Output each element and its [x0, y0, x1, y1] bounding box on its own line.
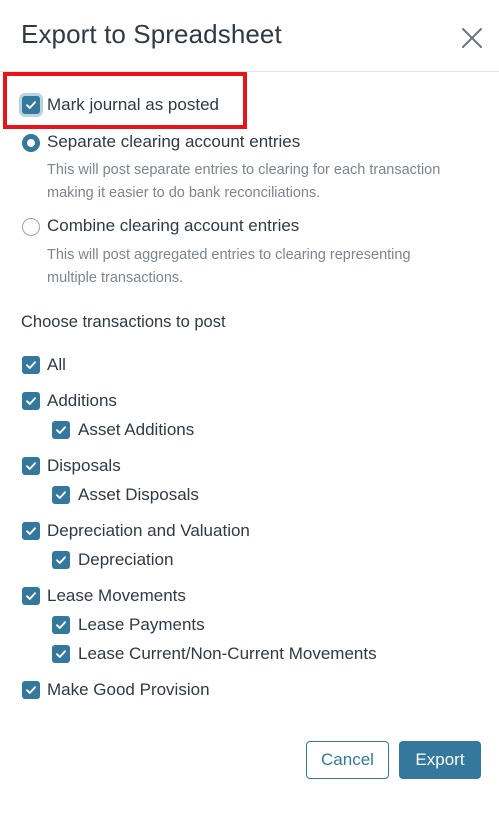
- mark-posted-checkbox[interactable]: [22, 96, 40, 114]
- mark-posted-label: Mark journal as posted: [47, 95, 219, 114]
- lease-current-label: Lease Current/Non-Current Movements: [78, 644, 377, 663]
- cancel-button[interactable]: Cancel: [306, 741, 389, 779]
- additions-label: Additions: [47, 391, 117, 410]
- depreciation-label: Depreciation: [78, 550, 174, 569]
- depreciation-checkbox[interactable]: [52, 551, 70, 569]
- additions-checkbox[interactable]: [22, 392, 40, 410]
- transactions-heading: Choose transactions to post: [21, 313, 226, 331]
- dialog-header: [0, 0, 499, 72]
- export-button[interactable]: Export: [399, 741, 481, 779]
- separate-entries-radio[interactable]: [22, 134, 40, 152]
- depreciation-valuation-checkbox[interactable]: [22, 522, 40, 540]
- check-icon: [25, 525, 37, 537]
- asset-disposals-label: Asset Disposals: [78, 485, 199, 504]
- separate-entries-description: This will post separate entries to clearing for each transaction making it easier to do bank reconciliations.: [47, 162, 441, 201]
- asset-disposals-checkbox[interactable]: [52, 486, 70, 504]
- separate-entries-label: Separate clearing account entries: [47, 132, 301, 151]
- all-checkbox[interactable]: [22, 356, 40, 374]
- close-icon[interactable]: [458, 24, 486, 52]
- check-icon: [25, 590, 37, 602]
- asset-additions-label: Asset Additions: [78, 420, 195, 439]
- make-good-label: Make Good Provision: [47, 680, 210, 699]
- depreciation-valuation-label: Depreciation and Valuation: [47, 521, 250, 540]
- disposals-checkbox[interactable]: [22, 457, 40, 475]
- disposals-label: Disposals: [47, 456, 121, 475]
- combine-entries-radio[interactable]: [22, 218, 40, 236]
- combine-entries-label: Combine clearing account entries: [47, 216, 300, 235]
- combine-entries-description: This will post aggregated entries to clearing representing multiple transactions.: [47, 247, 411, 286]
- lease-movements-checkbox[interactable]: [22, 587, 40, 605]
- check-icon: [55, 424, 67, 436]
- check-icon: [55, 554, 67, 566]
- dialog-title: Export to Spreadsheet: [21, 19, 282, 49]
- check-icon: [55, 648, 67, 660]
- check-icon: [55, 619, 67, 631]
- all-label: All: [47, 355, 66, 374]
- check-icon: [25, 395, 37, 407]
- asset-additions-checkbox[interactable]: [52, 421, 70, 439]
- lease-current-checkbox[interactable]: [52, 645, 70, 663]
- check-icon: [25, 99, 37, 111]
- lease-movements-label: Lease Movements: [47, 586, 186, 605]
- lease-payments-checkbox[interactable]: [52, 616, 70, 634]
- check-icon: [25, 460, 37, 472]
- check-icon: [55, 489, 67, 501]
- check-icon: [25, 359, 37, 371]
- lease-payments-label: Lease Payments: [78, 615, 205, 634]
- make-good-checkbox[interactable]: [22, 681, 40, 699]
- check-icon: [25, 684, 37, 696]
